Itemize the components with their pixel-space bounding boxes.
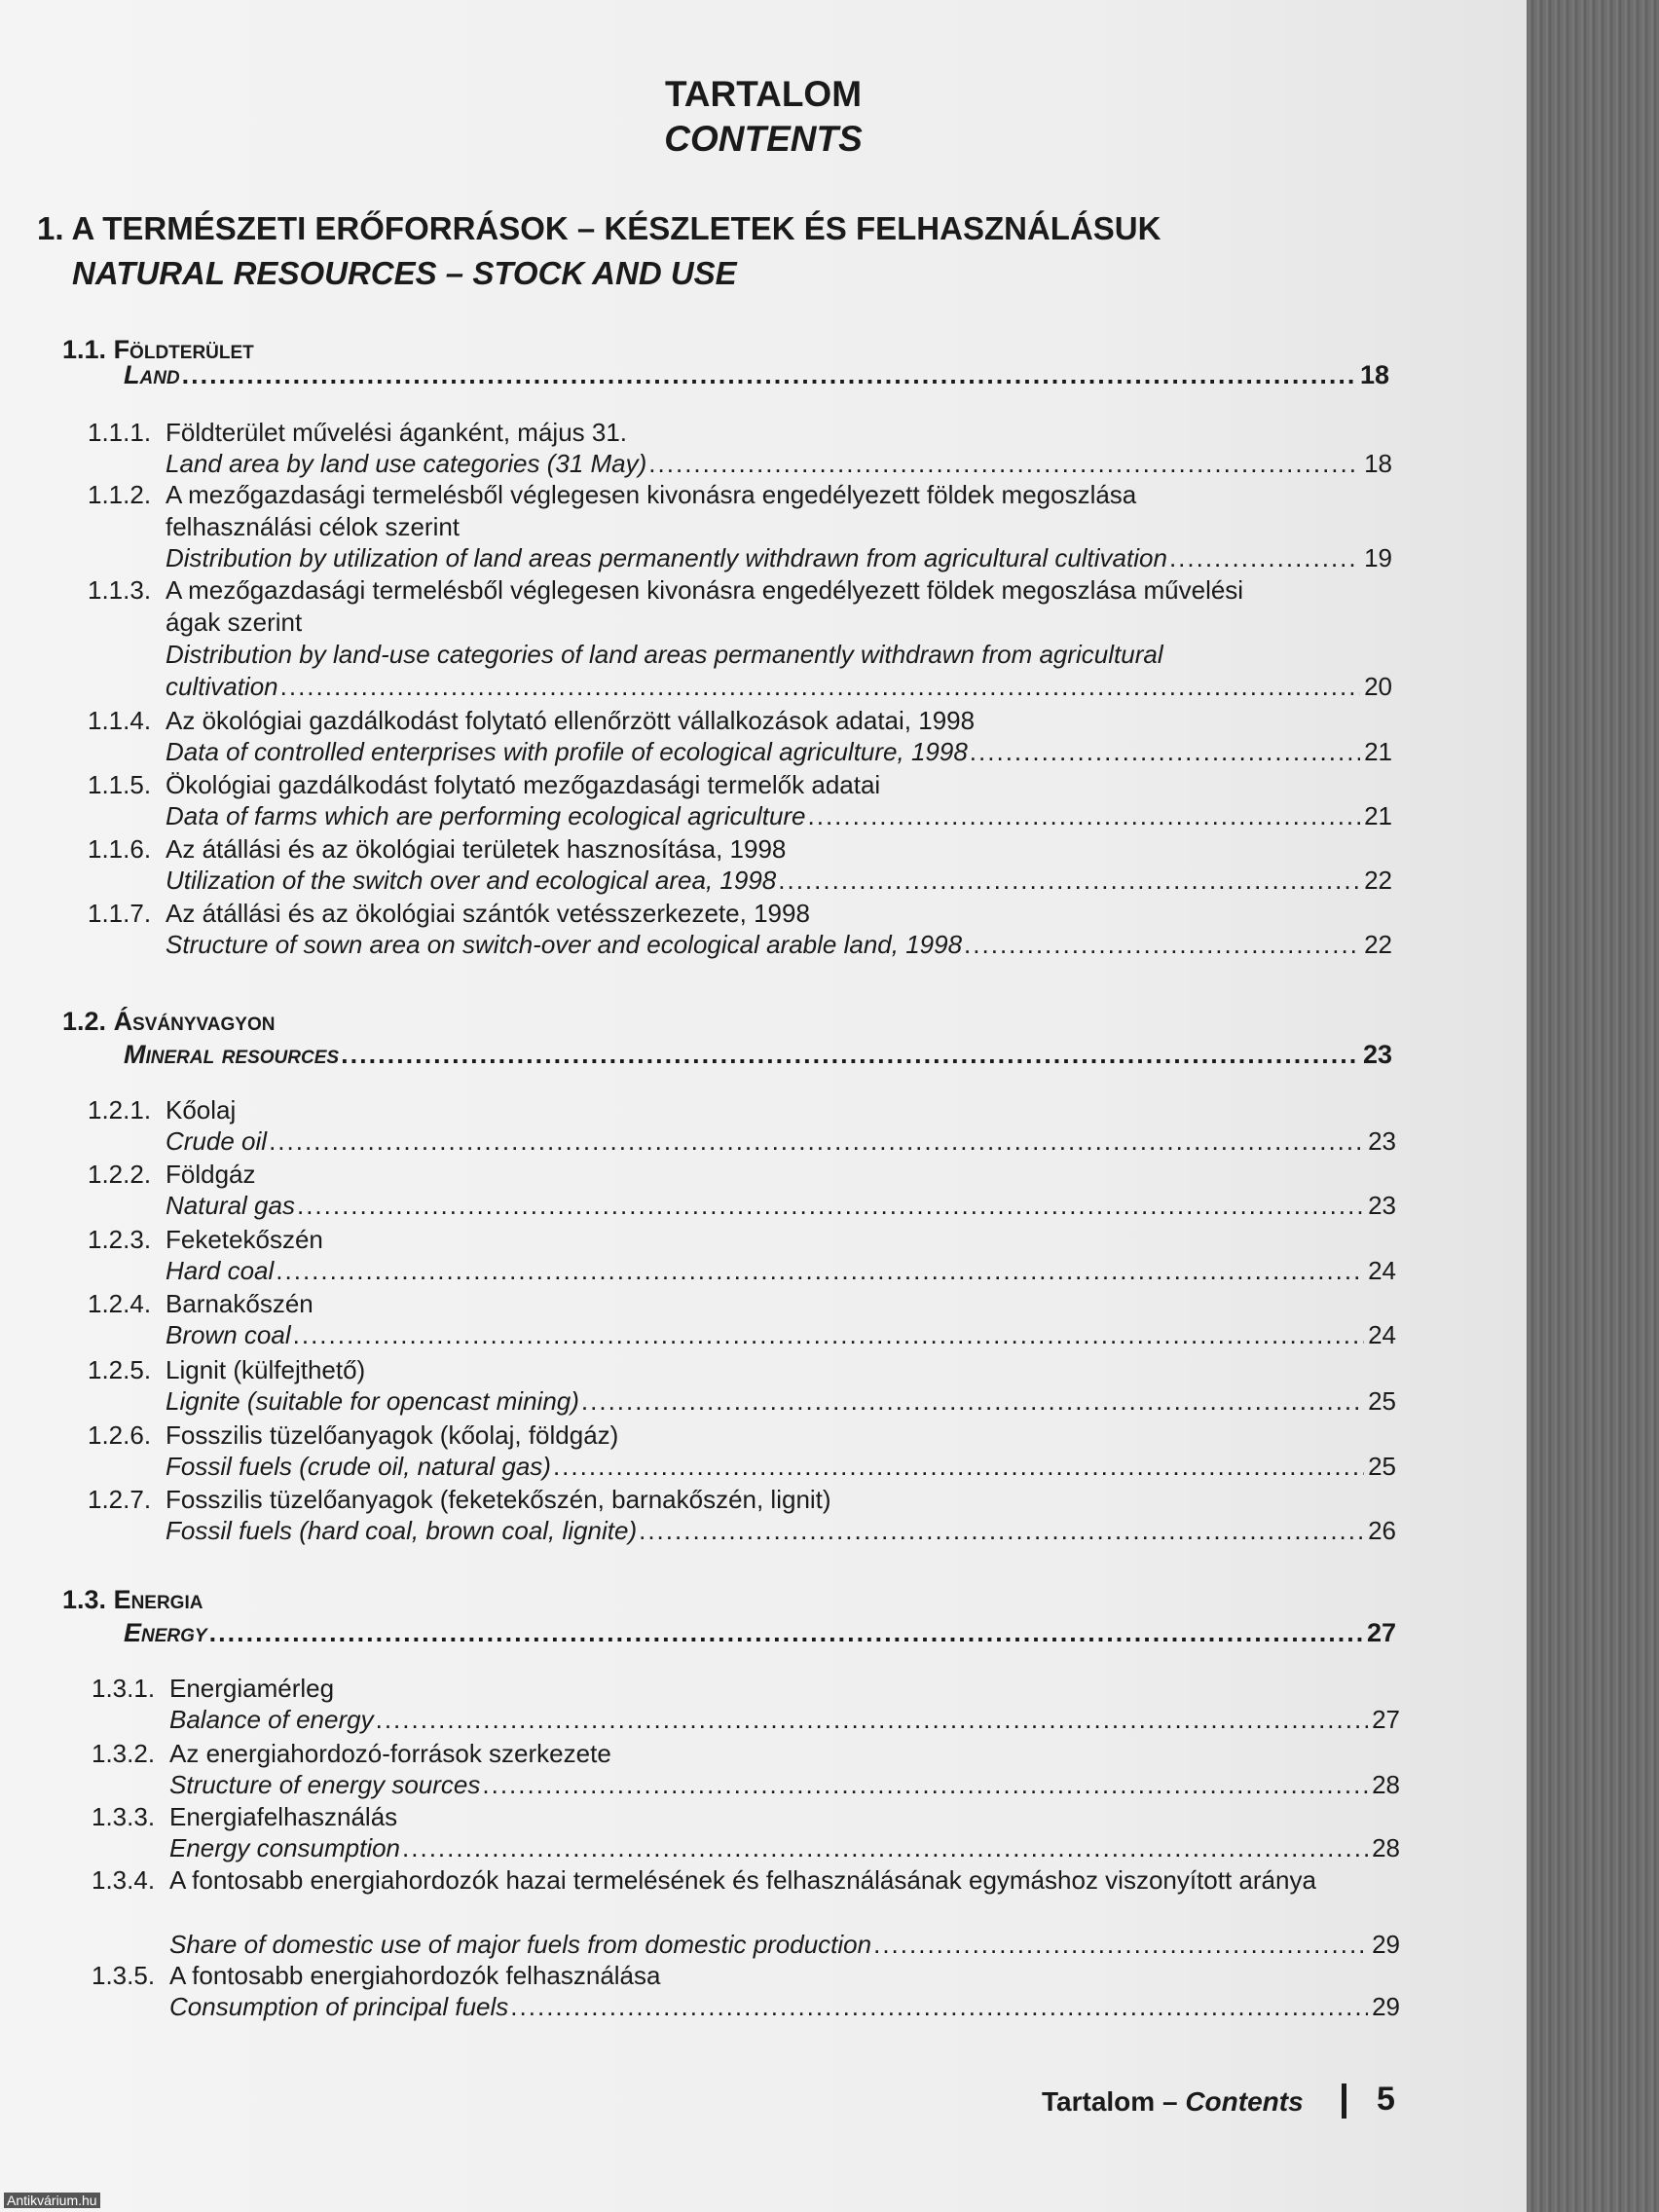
entry-title-en-cont: cultivation: [166, 672, 278, 701]
footer-divider: [1342, 2083, 1346, 2119]
section-title-hu: Földterület: [113, 335, 254, 364]
entry-number: 1.1.7.: [88, 899, 152, 928]
leader-dots: [376, 1705, 1368, 1735]
toc-entry[interactable]: [92, 1960, 1396, 1992]
leader-dots: [639, 1516, 1364, 1546]
section-en-line[interactable]: [124, 358, 1389, 390]
entry-en-line[interactable]: [166, 1318, 1396, 1350]
entry-title-en: Share of domestic use of major fuels from domestic production: [169, 1930, 872, 1959]
page-number: 22: [1364, 930, 1392, 959]
footer-separator: –: [1155, 2086, 1186, 2117]
toc-entry[interactable]: [88, 574, 1246, 671]
entry-title-hu: Energiamérleg: [169, 1674, 335, 1703]
entry-title-hu: Földgáz: [166, 1160, 256, 1189]
page-number-footer: 5: [1377, 2081, 1395, 2118]
watermark: Antikvárium.hu: [4, 2193, 100, 2208]
entry-number: 1.1.6.: [88, 834, 152, 864]
entry-title-hu: A mezőgazdasági termelésből véglegesen kivonásra engedélyezett földek megoszlása felhasználási célok szerint: [166, 480, 1137, 541]
toc-entry[interactable]: [88, 1484, 1392, 1516]
entry-number: 1.2.4.: [88, 1289, 152, 1318]
page-number: 25: [1368, 1386, 1396, 1416]
toc-entry[interactable]: [88, 417, 1392, 449]
toc-entry[interactable]: [88, 705, 1392, 737]
page-number: 18: [1364, 449, 1392, 478]
entry-title-en: Natural gas: [166, 1191, 295, 1220]
leader-dots: [402, 1833, 1368, 1863]
entry-title-en: Distribution by land-use categories of land areas permanently withdrawn from agricultural: [166, 640, 1163, 669]
entry-title-hu: Lignit (külfejthető): [166, 1355, 366, 1384]
section-en-line[interactable]: [124, 1038, 1392, 1070]
entry-title-en: Crude oil: [166, 1126, 268, 1156]
section-title-en: Energy: [124, 1618, 207, 1647]
entry-en-line[interactable]: [169, 1703, 1400, 1735]
leader-dots: [482, 1770, 1368, 1800]
section-number: 1.1.: [62, 335, 107, 364]
entry-title-hu: Az átállási és az ökológiai területek hasznosítása, 1998: [166, 834, 787, 864]
contents-title-hu: TARTALOM: [664, 74, 863, 114]
toc-entry[interactable]: [88, 1288, 1392, 1320]
toc-entry[interactable]: [88, 1419, 1392, 1452]
entry-title-en: Data of farms which are performing ecological agriculture: [166, 801, 806, 830]
entry-title-en: Consumption of principal fuels: [169, 1992, 509, 2021]
page-number: 20: [1364, 672, 1392, 701]
page-number: 23: [1368, 1191, 1396, 1220]
leader-dots: [276, 1256, 1364, 1286]
page-number: 24: [1368, 1320, 1396, 1349]
entry-title-en: Balance of energy: [169, 1705, 374, 1734]
page-number: 24: [1368, 1256, 1396, 1285]
toc-entry[interactable]: [88, 833, 1392, 866]
entry-title-en: Lignite (suitable for opencast mining): [166, 1386, 579, 1416]
contents-title-en: CONTENTS: [664, 119, 863, 159]
entry-number: 1.2.1.: [88, 1095, 152, 1124]
page-number: 23: [1362, 1040, 1392, 1069]
entry-number: 1.1.1.: [88, 418, 152, 447]
entry-en-line[interactable]: [166, 799, 1392, 831]
entry-en-line[interactable]: [166, 1189, 1396, 1221]
section-number: 1.3.: [62, 1585, 107, 1614]
leader-dots: [648, 449, 1360, 479]
entry-en-line[interactable]: [166, 928, 1392, 960]
entry-en-line[interactable]: [166, 1124, 1396, 1157]
entry-title-hu: Energiafelhasználás: [169, 1802, 398, 1831]
entry-en-line[interactable]: [166, 1514, 1396, 1546]
toc-entry[interactable]: [92, 1673, 1396, 1705]
entry-number: 1.3.4.: [92, 1865, 156, 1895]
entry-en-line[interactable]: [169, 1768, 1400, 1800]
leader-dots: [209, 1618, 1363, 1648]
page-number: 26: [1368, 1516, 1396, 1545]
footer-label-hu: Tartalom: [1042, 2086, 1156, 2117]
page-number: 18: [1359, 360, 1389, 389]
leader-dots: [964, 930, 1360, 960]
entry-title-en: Fossil fuels (hard coal, brown coal, lignite): [166, 1516, 638, 1545]
entry-title-hu: A mezőgazdasági termelésből véglegesen kivonásra engedélyezett földek megoszlása művelési ágak szerint: [166, 575, 1244, 637]
leader-dots: [808, 801, 1361, 831]
entry-title-en: Energy consumption: [169, 1833, 401, 1862]
leader-dots: [778, 866, 1360, 896]
page-number: 28: [1372, 1770, 1400, 1799]
section-en-line[interactable]: [124, 1616, 1396, 1648]
entry-title-en: Structure of sown area on switch-over and ecological arable land, 1998: [166, 930, 963, 959]
entry-number: 1.1.3.: [88, 575, 152, 605]
section-number: 1.2.: [62, 1007, 107, 1036]
entry-title-en: Distribution by utilization of land areas permanently withdrawn from agricultural cultivation: [166, 543, 1167, 572]
section-title-hu: Ásványvagyon: [113, 1007, 276, 1036]
entry-title-hu: Az ökológiai gazdálkodást folytató ellenőrzött vállalkozások adatai, 1998: [166, 706, 976, 735]
toc-entry[interactable]: [88, 1224, 1392, 1256]
entry-title-hu: Feketekőszén: [166, 1225, 323, 1254]
entry-title-hu: A fontosabb energiahordozók hazai termelésének és felhasználásának egymáshoz viszonyított aránya: [169, 1865, 1316, 1895]
entry-number: 1.2.5.: [88, 1355, 152, 1384]
entry-number: 1.1.2.: [88, 480, 152, 509]
toc-entry[interactable]: [92, 1738, 1396, 1770]
leader-dots: [297, 1191, 1364, 1221]
page-number: 29: [1372, 1992, 1400, 2021]
toc-entry[interactable]: [88, 1159, 1392, 1191]
leader-dots: [510, 1992, 1368, 2022]
section-heading: [62, 1585, 203, 1615]
entry-title-hu: Ökológiai gazdálkodást folytató mezőgazdasági termelők adatai: [166, 770, 881, 799]
page-number: 27: [1366, 1618, 1396, 1647]
entry-number: 1.2.3.: [88, 1225, 152, 1254]
entry-number: 1.3.5.: [92, 1961, 156, 1990]
leader-dots: [341, 1040, 1359, 1070]
leader-dots: [269, 1126, 1364, 1157]
toc-entry[interactable]: [88, 1094, 1392, 1126]
toc-entry[interactable]: [92, 1864, 1377, 1897]
entry-title-en: Structure of energy sources: [169, 1770, 481, 1799]
entry-en-line[interactable]: [169, 1990, 1400, 2022]
entry-number: 1.1.4.: [88, 706, 152, 735]
page-number: 25: [1368, 1452, 1396, 1481]
leader-dots: [553, 1452, 1364, 1482]
leader-dots: [293, 1320, 1364, 1350]
book-spine: [1527, 0, 1659, 2212]
entry-title-en: Utilization of the switch over and ecological area, 1998: [166, 866, 777, 895]
page-number: 22: [1364, 866, 1392, 895]
section-title-en: Land: [124, 360, 180, 389]
leader-dots: [970, 737, 1360, 767]
toc-entry[interactable]: [88, 479, 1246, 543]
entry-title-hu: Az energiahordozó-források szerkezete: [169, 1739, 611, 1768]
entry-title-hu: Barnakőszén: [166, 1289, 313, 1318]
leader-dots: [280, 672, 1360, 702]
chapter-title-hu: 1. A TERMÉSZETI ERŐFORRÁSOK – KÉSZLETEK ÉS FELHASZNÁLÁSUK: [37, 210, 1161, 246]
entry-number: 1.3.2.: [92, 1739, 156, 1768]
toc-entry[interactable]: [88, 1354, 1392, 1386]
toc-entry[interactable]: [92, 1801, 1396, 1833]
entry-title-hu: Kőolaj: [166, 1095, 237, 1124]
entry-title-en: Fossil fuels (crude oil, natural gas): [166, 1452, 551, 1481]
entry-en-line[interactable]: [166, 541, 1392, 573]
page-number: 21: [1364, 737, 1392, 766]
entry-title-en: Data of controlled enterprises with profile of ecological agriculture, 1998: [166, 737, 968, 766]
section-heading: [62, 1007, 275, 1037]
page-number: 28: [1372, 1833, 1400, 1862]
entry-title-hu: Fosszilis tüzelőanyagok (kőolaj, földgáz): [166, 1420, 619, 1450]
entry-en-line[interactable]: [166, 1384, 1396, 1417]
page-number: 29: [1372, 1930, 1400, 1959]
footer-label-en: Contents: [1185, 2086, 1304, 2117]
entry-number: 1.2.7.: [88, 1485, 152, 1514]
entry-title-en: Hard coal: [166, 1256, 275, 1285]
entry-en-line[interactable]: [169, 1831, 1400, 1863]
entry-title-en: Land area by land use categories (31 May): [166, 449, 647, 478]
running-footer: [1042, 2086, 1304, 2118]
section-title-en: Mineral resources: [124, 1040, 340, 1069]
entry-number: 1.2.2.: [88, 1160, 152, 1189]
chapter-title-en: NATURAL RESOURCES – STOCK AND USE: [72, 255, 737, 291]
entry-en-line[interactable]: [169, 1928, 1400, 1960]
entry-en-line[interactable]: [166, 735, 1392, 767]
entry-en-line[interactable]: [166, 447, 1392, 479]
page-number: 23: [1368, 1126, 1396, 1156]
entry-title-hu: A fontosabb energiahordozók felhasználása: [169, 1961, 661, 1990]
entry-title-hu: Fosszilis tüzelőanyagok (feketekőszén, barnakőszén, lignit): [166, 1485, 831, 1514]
entry-en-line[interactable]: [166, 1450, 1396, 1482]
entry-title-en: Brown coal: [166, 1320, 291, 1349]
entry-number: 1.1.5.: [88, 770, 152, 799]
toc-entry[interactable]: [88, 898, 1392, 930]
page-number: 19: [1364, 543, 1392, 572]
toc-entry[interactable]: [88, 769, 1392, 801]
entry-number: 1.3.1.: [92, 1674, 156, 1703]
page-number: 21: [1364, 801, 1392, 830]
section-title-hu: Energia: [113, 1585, 203, 1614]
leader-dots: [182, 360, 1356, 390]
leader-dots: [873, 1930, 1368, 1960]
entry-number: 1.3.3.: [92, 1802, 156, 1831]
entry-en-line[interactable]: [166, 1254, 1396, 1286]
entry-title-hu: Földterület művelési áganként, május 31.: [166, 418, 628, 447]
leader-dots: [581, 1386, 1364, 1417]
entry-number: 1.2.6.: [88, 1420, 152, 1450]
leader-dots: [1169, 543, 1360, 573]
entry-en-line[interactable]: [166, 864, 1392, 896]
entry-title-hu: Az átállási és az ökológiai szántók vetésszerkezete, 1998: [166, 899, 810, 928]
page-number: 27: [1372, 1705, 1400, 1734]
entry-en-line[interactable]: [166, 670, 1392, 702]
